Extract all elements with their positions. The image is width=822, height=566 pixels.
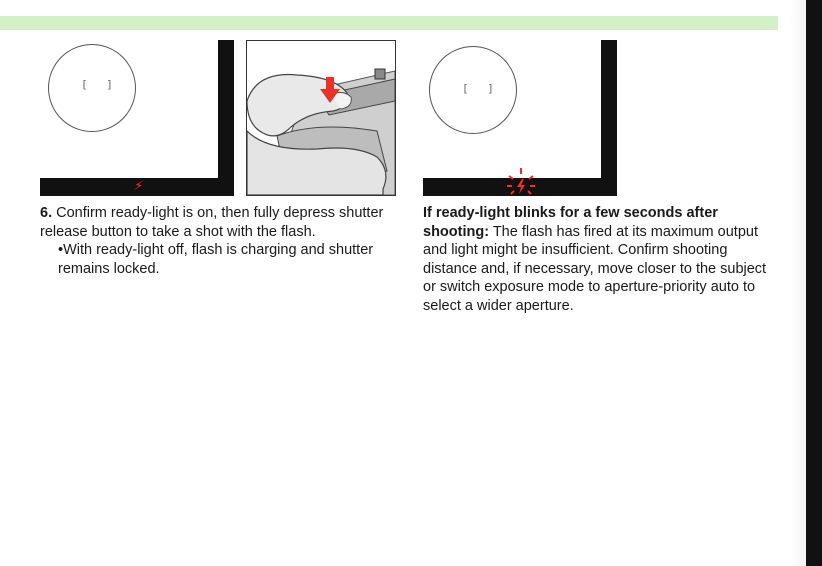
step-number: 6.	[40, 205, 53, 221]
note-body: The flash has fired at its maximum output and light might be insufficient. Confirm shooting distance and, if necessary, move closer to the subject or switch exposure mode to aperture-priority auto to select a wider aperture.	[423, 223, 767, 314]
viewfinder-ready-light-on	[40, 40, 234, 196]
viewfinder-edge-vertical	[601, 40, 617, 196]
viewfinder-edge-vertical	[218, 40, 234, 196]
page-edge	[806, 0, 822, 566]
focus-frame: [ ]	[462, 82, 500, 95]
viewfinder-ready-light-blinking	[423, 40, 617, 196]
ready-light-icon: ⚡	[132, 178, 146, 193]
hand-camera-drawing	[247, 41, 395, 195]
blinking-ready-light-icon	[503, 166, 539, 198]
step-6-bullet: •With ready-light off, flash is charging and shutter remains locked.	[58, 242, 374, 277]
top-color-band	[0, 16, 778, 30]
shutter-press-illustration	[246, 40, 396, 196]
step-6-paragraph	[40, 204, 385, 241]
page-edge-shadow	[790, 0, 806, 566]
note-heading: If ready-light blinks for a few seconds after shooting:	[423, 205, 718, 240]
focus-frame: [ ]	[81, 78, 119, 91]
step-text: Confirm ready-light is on, then fully depress shutter release button to take a shot with the flash.	[40, 205, 384, 240]
blinking-ready-light-note	[423, 204, 773, 315]
step-6-instructions	[40, 204, 385, 278]
note-paragraph	[423, 204, 773, 315]
